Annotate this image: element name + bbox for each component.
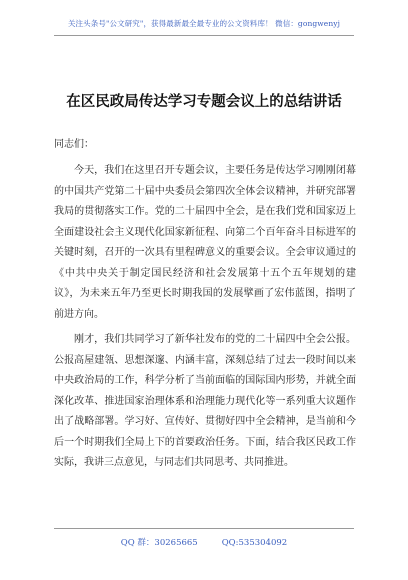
document-title: 在区民政局传达学习专题会议上的总结讲话 — [66, 94, 342, 110]
footer-qq-number: QQ:535304092 — [221, 538, 288, 548]
body-paragraph-2: 刚才，我们共同学习了新华社发布的党的二十届四中全会公报。公报高屋建瓴、思想深邃、内涵丰富，深刻总结了过去一段时间以来中央政治局的工作，科学分析了当前面临的国际国内形势，并就全面深化改革、推进国家治理体系和治理能力现代化等一系列重大议题作出了战略部署。学习好、宣传好、贯彻好四中全会精神，是当前和今后一个时期我们全局上下的首要政治任务。下面，结合我区民政工作实际，我讲三点意见，与同志们共同思考、共同推进。 — [54, 334, 356, 468]
footer-qq-group: QQ 群：30265665 — [120, 538, 198, 548]
salutation: 同志们： — [54, 139, 94, 150]
footer-divider — [54, 528, 354, 529]
footer-contact — [0, 536, 408, 548]
header-divider — [54, 35, 354, 36]
body-paragraph-1: 今天，我们在这里召开专题会议，主要任务是传达学习刚刚闭幕的中国共产党第二十届中央委员会第四次全体会议精神，并研究部署我局的贯彻落实工作。党的二十届四中全会，是在我们党和国家迈上全面建设社会主义现代化国家新征程、向第二个百年奋斗目标进军的关键时刻，召开的一次具有里程碑意义的重要会议。全会审议通过的《中共中央关于制定国民经济和社会发展第十五个五年规划的建议》，为未来五年乃至更长时期我国的发展擘画了宏伟蓝图，指明了前进方向。 — [54, 165, 356, 320]
header-promo-note: 关注头条号"公文研究"，获得最新最全最专业的公文资料库！ 微信：gongwenyj — [67, 19, 341, 28]
